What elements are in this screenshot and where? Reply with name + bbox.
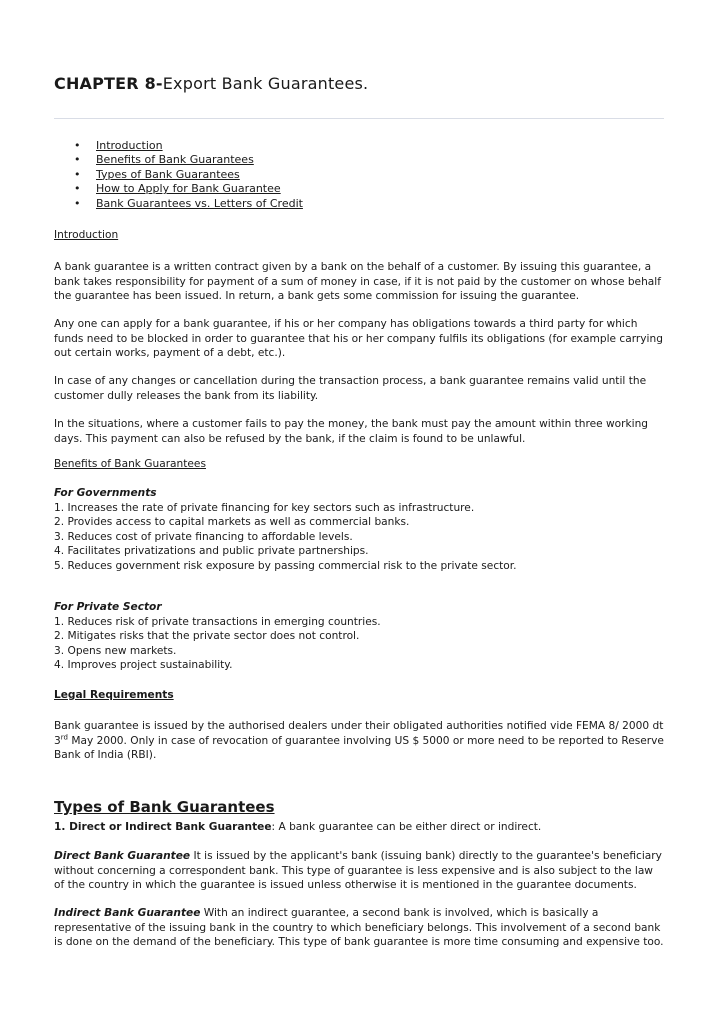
list-item: 5. Reduces government risk exposure by passing commercial risk to the private sector. [54, 559, 517, 572]
bullet-icon: • [74, 153, 81, 167]
bullet-icon: • [74, 182, 81, 196]
list-item: 1. Increases the rate of private financing for key sectors such as infrastructure. [54, 501, 475, 514]
types-heading [54, 798, 666, 817]
direct-guarantee-label: Direct Bank Guarantee [54, 850, 191, 862]
list-item: 3. Reduces cost of private financing to affordable levels. [54, 530, 353, 543]
bullet-icon: • [74, 139, 81, 152]
private-sector-section [54, 600, 666, 673]
title-divider [54, 118, 664, 119]
intro-paragraph-3 [54, 374, 666, 403]
superscript: rd [60, 732, 68, 741]
legal-text-part-1: Bank guarantee is issued by the authorised dealers under their obligated authorities notified vide FEMA 8/ 2000 dt 3 [54, 720, 664, 747]
list-item: 3. Opens new markets. [54, 644, 177, 657]
private-sector-heading: For Private Sector [54, 601, 162, 613]
paragraph-text: Any one can apply for a bank guarantee, if his or her company has obligations towards a third party for which funds need to be blocked in order to guarantee that his or her company fulfils its obligations (for example carrying out certain works, payment of a debt, etc.). [54, 318, 663, 359]
toc-link-types[interactable]: Types of Bank Guarantees [96, 167, 240, 181]
benefits-heading-text: Benefits of Bank Guarantees [54, 458, 206, 470]
legal-heading [54, 688, 666, 703]
governments-section [54, 486, 666, 573]
types-item-text: : A bank guarantee can be either direct or indirect. [271, 821, 542, 833]
toc-link-introduction[interactable]: Introduction [96, 139, 163, 152]
direct-guarantee-paragraph [54, 849, 666, 893]
intro-paragraph-2 [54, 317, 666, 361]
indirect-guarantee-label: Indirect Bank Guarantee [54, 907, 201, 919]
paragraph-text: In case of any changes or cancellation during the transaction process, a bank guarantee remains valid until the customer dully releases the bank from its liability. [54, 375, 647, 402]
legal-heading-text: Legal Requirements [54, 689, 174, 701]
benefits-heading [54, 457, 666, 472]
types-item-label: 1. Direct or Indirect Bank Guarantee [54, 821, 272, 833]
intro-heading [54, 228, 666, 243]
types-heading-text: Types of Bank Guarantees [54, 798, 275, 816]
intro-heading-text: Introduction [54, 229, 119, 241]
paragraph-text: In the situations, where a customer fails to pay the money, the bank must pay the amount within three working days. This payment can also be refused by the bank, if the claim is found to be unlawful. [54, 418, 649, 445]
list-item: 1. Reduces risk of private transactions in emerging countries. [54, 615, 381, 628]
intro-paragraph-4 [54, 417, 666, 446]
list-item: 2. Mitigates risks that the private sector does not control. [54, 630, 360, 642]
chapter-title [54, 74, 368, 93]
chapter-number: CHAPTER 8- [54, 74, 163, 93]
bullet-icon: • [74, 196, 81, 210]
paragraph-text [54, 719, 666, 763]
legal-paragraph [54, 719, 666, 763]
governments-heading: For Governments [54, 487, 157, 499]
toc-link-benefits[interactable]: Benefits of Bank Guarantees [96, 153, 254, 167]
indirect-guarantee-paragraph [54, 906, 666, 950]
list-item: 2. Provides access to capital markets as well as commercial banks. [54, 516, 410, 528]
bullet-icon: • [74, 167, 81, 181]
list-item: 4. Improves project sustainability. [54, 659, 233, 671]
types-item-1 [54, 820, 666, 835]
toc-link-vs-letters-of-credit[interactable]: Bank Guarantees vs. Letters of Credit [96, 196, 303, 210]
chapter-name: Export Bank Guarantees. [162, 74, 369, 93]
intro-paragraph-1 [54, 260, 666, 304]
direct-guarantee-text: It is issued by the applicant's bank (issuing bank) directly to the guarantee's beneficiary without concerning a correspondent bank. This type of guarantee is less expensive and is also subject to the law of the country in which the guarantee is issued unless otherwise it is mentioned in the guarantee documents. [54, 850, 662, 891]
paragraph-text: A bank guarantee is a written contract given by a bank on the behalf of a customer. By issuing this guarantee, a bank takes responsibility for payment of a sum of money in case, if it is not paid by the customer on whose behalf the guarantee has been issued. In return, a bank gets some commission for issuing the guarantee. [54, 261, 661, 302]
toc-link-how-to-apply[interactable]: How to Apply for Bank Guarantee [96, 182, 281, 196]
list-item: 4. Facilitates privatizations and public private partnerships. [54, 545, 369, 557]
legal-text-part-2: May 2000. Only in case of revocation of guarantee involving US $ 5000 or more need to be reported to Reserve Bank of India (RBI). [54, 734, 664, 761]
indirect-guarantee-text: With an indirect guarantee, a second bank is involved, which is basically a representative of the issuing bank in the country to which beneficiary belongs. This involvement of a second bank is done on the demand of the beneficiary. This type of bank guarantee is more time consuming and expensive too. [54, 907, 664, 948]
